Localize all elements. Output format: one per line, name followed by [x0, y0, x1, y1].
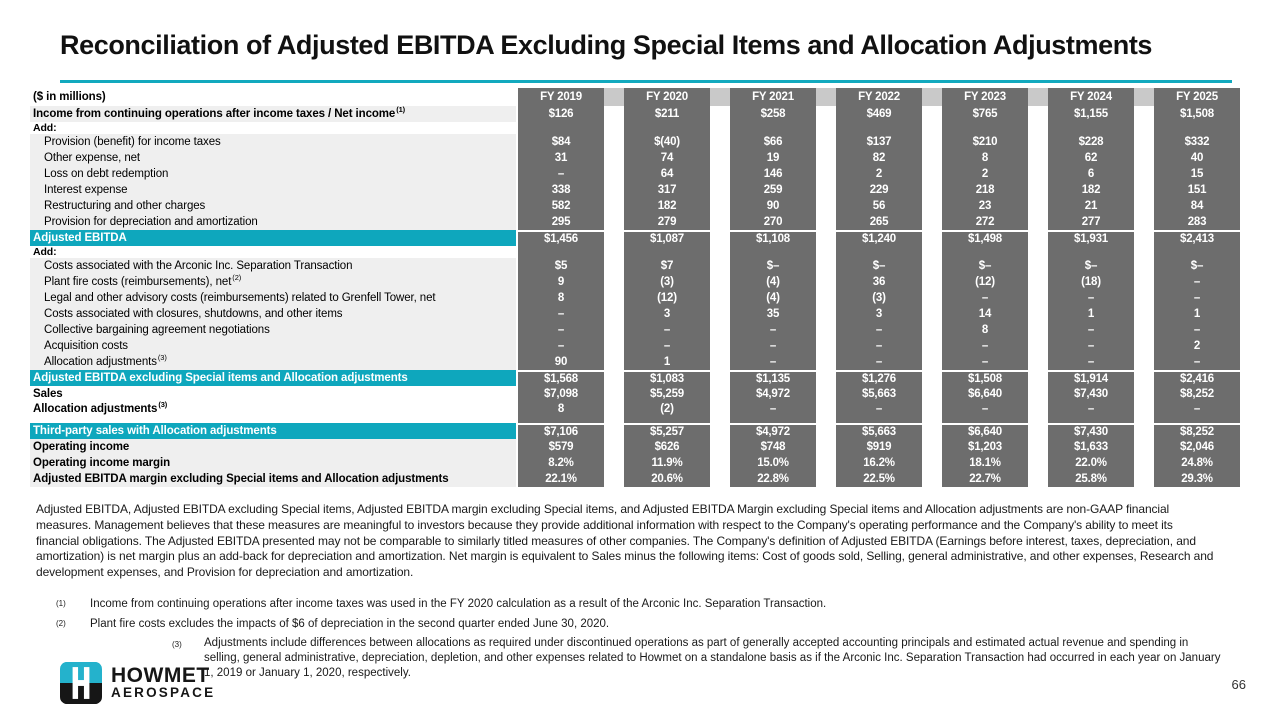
value-columns	[518, 354, 1240, 370]
value-cell: $4,972	[730, 423, 816, 439]
value-cell: –	[1048, 322, 1134, 338]
value-columns	[518, 290, 1240, 306]
value-cell: 18.1%	[942, 455, 1028, 471]
value-cell: 22.7%	[942, 471, 1028, 487]
value-cell: 21	[1048, 198, 1134, 214]
value-columns	[518, 471, 1240, 487]
value-cell	[624, 122, 710, 134]
value-cell: $579	[518, 439, 604, 455]
value-cell: 82	[836, 150, 922, 166]
value-cell: 8	[518, 290, 604, 306]
non-gaap-disclaimer: Adjusted EBITDA, Adjusted EBITDA excluding Special items, Adjusted EBITDA margin excluding Special items, and Adjusted EBITDA Margin excluding Special items and Allocation adjustments are non-GAAP financial measures. Management believes that these measures are meaningful to investors because they provide additional information with respect to the Company's operating performance and the Company's ability to meet its financial obligations. The Adjusted EBITDA presented may not be comparable to similarly titled measures of other companies. The Company's definition of Adjusted EBITDA (Earnings before interest, taxes, depreciation, and amortization) is net margin plus an add-back for depreciation and amortization. Net margin is equivalent to Sales minus the following items: Cost of goods sold, Selling, general administrative, and other expenses, Research and development expenses, and Provision for depreciation and amortization.	[36, 502, 1214, 580]
value-cell: –	[624, 322, 710, 338]
table-header-row	[30, 88, 1240, 106]
table-row	[30, 166, 1240, 182]
value-cell: –	[942, 338, 1028, 354]
row-label: Collective bargaining agreement negotiations	[30, 322, 516, 338]
value-columns	[518, 306, 1240, 322]
title-divider	[60, 80, 1232, 83]
value-cell: 22.8%	[730, 471, 816, 487]
value-cell: 3	[624, 306, 710, 322]
value-cell: $332	[1154, 134, 1240, 150]
value-cell	[730, 246, 816, 258]
value-columns	[518, 246, 1240, 258]
value-cell: $7,106	[518, 423, 604, 439]
value-cell	[1154, 122, 1240, 134]
value-columns	[518, 402, 1240, 423]
value-cell: $1,508	[942, 370, 1028, 386]
value-cell: $469	[836, 106, 922, 122]
value-cell: –	[836, 322, 922, 338]
value-cell: $210	[942, 134, 1028, 150]
table-row	[30, 471, 1240, 487]
value-cell: –	[836, 354, 922, 370]
table-row	[30, 246, 1240, 258]
value-cell: 151	[1154, 182, 1240, 198]
row-label: Add:	[30, 122, 516, 134]
value-cell: 16.2%	[836, 455, 922, 471]
value-columns	[518, 322, 1240, 338]
row-label: Interest expense	[30, 182, 516, 198]
value-cell: 317	[624, 182, 710, 198]
value-cell: 146	[730, 166, 816, 182]
value-cell: 582	[518, 198, 604, 214]
value-cell: 14	[942, 306, 1028, 322]
value-cell: $2,046	[1154, 439, 1240, 455]
footnote-1-marker: (1)	[56, 599, 66, 608]
value-cell: $7	[624, 258, 710, 274]
value-columns	[518, 386, 1240, 402]
value-cell: $211	[624, 106, 710, 122]
value-cell: $8,252	[1154, 423, 1240, 439]
value-cell: 8	[942, 322, 1028, 338]
row-label: Restructuring and other charges	[30, 198, 516, 214]
value-cell: 270	[730, 214, 816, 230]
row-label: Allocation adjustments$^{(3)}$	[30, 402, 516, 423]
value-cell: $1,135	[730, 370, 816, 386]
howmet-h-mark-icon	[60, 662, 102, 704]
value-cell: $66	[730, 134, 816, 150]
value-cell: $7,098	[518, 386, 604, 402]
value-cell: $1,087	[624, 230, 710, 246]
value-cell: –	[1154, 354, 1240, 370]
value-cell: 74	[624, 150, 710, 166]
page-title: Reconciliation of Adjusted EBITDA Excluding Special Items and Allocation Adjustments	[60, 30, 1153, 60]
row-label: Legal and other advisory costs (reimbursements) related to Grenfell Tower, net	[30, 290, 516, 306]
value-cell: $5	[518, 258, 604, 274]
value-cell	[1048, 122, 1134, 134]
table-row	[30, 134, 1240, 150]
value-columns	[518, 198, 1240, 214]
value-cell: $8,252	[1154, 386, 1240, 402]
value-cell: 31	[518, 150, 604, 166]
value-columns	[518, 439, 1240, 455]
value-cell: $5,259	[624, 386, 710, 402]
value-cell: 11.9%	[624, 455, 710, 471]
footnote-1	[56, 598, 1156, 610]
value-cell: 8	[518, 402, 604, 423]
value-cell: $1,568	[518, 370, 604, 386]
value-cell: 2	[942, 166, 1028, 182]
value-cell: 265	[836, 214, 922, 230]
column-header: FY 2019	[518, 88, 604, 106]
value-cell: 40	[1154, 150, 1240, 166]
value-cell: 22.0%	[1048, 455, 1134, 471]
value-cell: 1	[1154, 306, 1240, 322]
value-columns	[518, 150, 1240, 166]
value-cell: 35	[730, 306, 816, 322]
value-cell: 36	[836, 274, 922, 290]
table-row	[30, 258, 1240, 274]
value-cell: 15.0%	[730, 455, 816, 471]
value-cell: 22.5%	[836, 471, 922, 487]
value-cell: –	[518, 166, 604, 182]
column-header: FY 2023	[942, 88, 1028, 106]
value-cell: 259	[730, 182, 816, 198]
value-cell: 90	[730, 198, 816, 214]
value-cell: $126	[518, 106, 604, 122]
value-cell: 6	[1048, 166, 1134, 182]
column-header: FY 2021	[730, 88, 816, 106]
value-cell: –	[518, 338, 604, 354]
value-cell: $1,203	[942, 439, 1028, 455]
row-label: Costs associated with closures, shutdowns, and other items	[30, 306, 516, 322]
value-cell: $5,663	[836, 423, 922, 439]
value-cell	[730, 122, 816, 134]
value-cell	[1048, 246, 1134, 258]
value-cell: –	[942, 290, 1028, 306]
value-cell: $7,430	[1048, 386, 1134, 402]
value-cell: $–	[1154, 258, 1240, 274]
value-cell: $1,914	[1048, 370, 1134, 386]
value-cell: 229	[836, 182, 922, 198]
value-cell: 62	[1048, 150, 1134, 166]
value-cell: –	[942, 354, 1028, 370]
value-cell: –	[836, 338, 922, 354]
value-cell: $5,663	[836, 386, 922, 402]
value-cell: $1,508	[1154, 106, 1240, 122]
value-cell: 20.6%	[624, 471, 710, 487]
table-row	[30, 122, 1240, 134]
value-cell: $–	[730, 258, 816, 274]
row-label: Adjusted EBITDA	[30, 230, 516, 246]
value-cell: 9	[518, 274, 604, 290]
row-label: Provision for depreciation and amortization	[30, 214, 516, 230]
value-cell: (18)	[1048, 274, 1134, 290]
value-cell: $258	[730, 106, 816, 122]
table-row	[30, 306, 1240, 322]
value-cell: $7,430	[1048, 423, 1134, 439]
value-columns	[518, 423, 1240, 439]
value-cell: 272	[942, 214, 1028, 230]
value-columns	[518, 274, 1240, 290]
footnote-2	[56, 618, 1156, 630]
value-cell	[624, 246, 710, 258]
row-label: Loss on debt redemption	[30, 166, 516, 182]
table-row	[30, 150, 1240, 166]
value-cell: –	[1048, 402, 1134, 423]
value-cell: –	[1048, 338, 1134, 354]
footnote-3-text: Adjustments include differences between allocations as required under discontinued operations as part of generally accepted accounting principals and estimated actual revenue and spending in selling, general administrative, depreciation, depletion, and other expenses related to Howmet on a standalone basis as if the Arconic Inc. Separation Transaction had occurred in each year on January 1, 2019 or January 1, 2020, respectively.	[204, 637, 1221, 679]
value-cell: –	[730, 402, 816, 423]
value-cell: 182	[624, 198, 710, 214]
value-cell: $6,640	[942, 386, 1028, 402]
table-row	[30, 455, 1240, 471]
row-label: Add:	[30, 246, 516, 258]
value-cell: 19	[730, 150, 816, 166]
value-columns	[518, 338, 1240, 354]
row-label: Operating income margin	[30, 455, 516, 471]
value-cell: (2)	[624, 402, 710, 423]
value-cell: $5,257	[624, 423, 710, 439]
value-cell: $1,498	[942, 230, 1028, 246]
row-label: ($ in millions)	[30, 88, 516, 106]
value-cell: 29.3%	[1154, 471, 1240, 487]
value-cell: 295	[518, 214, 604, 230]
value-cell: (12)	[942, 274, 1028, 290]
value-cell: –	[624, 338, 710, 354]
value-columns	[518, 182, 1240, 198]
value-cell	[1154, 246, 1240, 258]
row-label: Adjusted EBITDA excluding Special items and Allocation adjustments	[30, 370, 516, 386]
table-row	[30, 322, 1240, 338]
value-cell: $1,083	[624, 370, 710, 386]
value-columns	[518, 88, 1240, 106]
value-cell: 279	[624, 214, 710, 230]
value-cell: (4)	[730, 274, 816, 290]
value-cell: –	[730, 354, 816, 370]
howmet-logo	[60, 662, 215, 704]
table-row	[30, 182, 1240, 198]
column-header: FY 2022	[836, 88, 922, 106]
value-columns	[518, 214, 1240, 230]
value-columns	[518, 106, 1240, 122]
value-cell: 24.8%	[1154, 455, 1240, 471]
value-cell: –	[730, 322, 816, 338]
value-cell: 56	[836, 198, 922, 214]
value-cell: $1,276	[836, 370, 922, 386]
table-row	[30, 198, 1240, 214]
value-cell: 2	[1154, 338, 1240, 354]
row-label: Costs associated with the Arconic Inc. Separation Transaction	[30, 258, 516, 274]
value-cell: –	[730, 338, 816, 354]
value-cell: 23	[942, 198, 1028, 214]
value-cell: 64	[624, 166, 710, 182]
value-cell: 1	[1048, 306, 1134, 322]
row-label: Allocation adjustments$^{(3)}$	[30, 354, 516, 370]
value-cell: $626	[624, 439, 710, 455]
value-cell: 8	[942, 150, 1028, 166]
row-label: Operating income	[30, 439, 516, 455]
value-cell: 1	[624, 354, 710, 370]
column-header: FY 2020	[624, 88, 710, 106]
row-label: Adjusted EBITDA margin excluding Special items and Allocation adjustments	[30, 471, 516, 487]
table-row	[30, 402, 1240, 423]
value-cell: 8.2%	[518, 455, 604, 471]
value-cell: $228	[1048, 134, 1134, 150]
footnote-3-marker: (3)	[172, 640, 182, 649]
value-cell: $1,108	[730, 230, 816, 246]
value-cell	[942, 246, 1028, 258]
row-label: Plant fire costs (reimbursements), net$^{(2)}$	[30, 274, 516, 290]
value-cell: $4,972	[730, 386, 816, 402]
value-cell: 84	[1154, 198, 1240, 214]
value-cell: $84	[518, 134, 604, 150]
value-cell: –	[1048, 354, 1134, 370]
table-row	[30, 106, 1240, 122]
value-cell: $1,456	[518, 230, 604, 246]
logo-line-howmet: HOWMET	[111, 664, 210, 687]
value-cell: 338	[518, 182, 604, 198]
table-row	[30, 354, 1240, 370]
value-columns	[518, 134, 1240, 150]
value-cell: 218	[942, 182, 1028, 198]
value-cell	[836, 246, 922, 258]
value-columns	[518, 258, 1240, 274]
table-row	[30, 439, 1240, 455]
value-cell: 182	[1048, 182, 1134, 198]
value-cell: $919	[836, 439, 922, 455]
value-cell: –	[1154, 290, 1240, 306]
value-cell: –	[518, 322, 604, 338]
value-cell: –	[1048, 290, 1134, 306]
value-cell: $2,413	[1154, 230, 1240, 246]
table-row	[30, 290, 1240, 306]
logo-wordmark	[111, 666, 215, 700]
table-row	[30, 214, 1240, 230]
footnote-2-marker: (2)	[56, 619, 66, 628]
value-columns	[518, 122, 1240, 134]
value-cell: –	[1154, 274, 1240, 290]
row-label: Income from continuing operations after income taxes / Net income$^{(1)}$	[30, 106, 516, 122]
page-number: 66	[1231, 677, 1246, 692]
row-label: Sales	[30, 386, 516, 402]
value-cell: 22.1%	[518, 471, 604, 487]
value-cell: $–	[1048, 258, 1134, 274]
value-cell: 283	[1154, 214, 1240, 230]
value-cell: 15	[1154, 166, 1240, 182]
value-cell: –	[942, 402, 1028, 423]
footnote-2-text: Plant fire costs excludes the impacts of $6 of depreciation in the second quarter ended June 30, 2020.	[90, 618, 610, 630]
value-cell: $1,633	[1048, 439, 1134, 455]
value-columns	[518, 230, 1240, 246]
table-highlight-row	[30, 230, 1240, 246]
row-label: Other expense, net	[30, 150, 516, 166]
table-row	[30, 338, 1240, 354]
logo-line-aerospace: AEROSPACE	[111, 685, 216, 700]
value-cell: –	[1154, 402, 1240, 423]
value-cell: 277	[1048, 214, 1134, 230]
value-cell: 3	[836, 306, 922, 322]
value-cell	[942, 122, 1028, 134]
row-label: Provision (benefit) for income taxes	[30, 134, 516, 150]
value-cell	[836, 122, 922, 134]
value-cell: (3)	[836, 290, 922, 306]
value-cell: $6,640	[942, 423, 1028, 439]
reconciliation-table	[30, 88, 1240, 487]
value-cell: $–	[836, 258, 922, 274]
footnote-1-text: Income from continuing operations after income taxes was used in the FY 2020 calculation as a result of the Arconic Inc. Separation Transaction.	[90, 598, 827, 610]
value-cell: $1,155	[1048, 106, 1134, 122]
value-cell: $748	[730, 439, 816, 455]
value-cell: 90	[518, 354, 604, 370]
column-header: FY 2025	[1154, 88, 1240, 106]
column-header: FY 2024	[1048, 88, 1134, 106]
value-cell: (12)	[624, 290, 710, 306]
value-columns	[518, 455, 1240, 471]
row-label: Third-party sales with Allocation adjustments	[30, 423, 516, 439]
value-cell: –	[518, 306, 604, 322]
value-cell: (4)	[730, 290, 816, 306]
table-row	[30, 386, 1240, 402]
value-cell	[518, 122, 604, 134]
table-row	[30, 274, 1240, 290]
footnote-3	[172, 636, 1222, 681]
value-columns	[518, 370, 1240, 386]
value-cell: $1,931	[1048, 230, 1134, 246]
value-cell: $1,240	[836, 230, 922, 246]
value-cell: 2	[836, 166, 922, 182]
value-cell: $2,416	[1154, 370, 1240, 386]
value-cell: (3)	[624, 274, 710, 290]
table-highlight-row	[30, 370, 1240, 386]
value-cell: –	[1154, 322, 1240, 338]
value-columns	[518, 166, 1240, 182]
value-cell: $765	[942, 106, 1028, 122]
value-cell: $137	[836, 134, 922, 150]
value-cell: $(40)	[624, 134, 710, 150]
value-cell: 25.8%	[1048, 471, 1134, 487]
value-cell	[518, 246, 604, 258]
row-label: Acquisition costs	[30, 338, 516, 354]
value-cell: $–	[942, 258, 1028, 274]
value-cell: –	[836, 402, 922, 423]
table-highlight-row	[30, 423, 1240, 439]
